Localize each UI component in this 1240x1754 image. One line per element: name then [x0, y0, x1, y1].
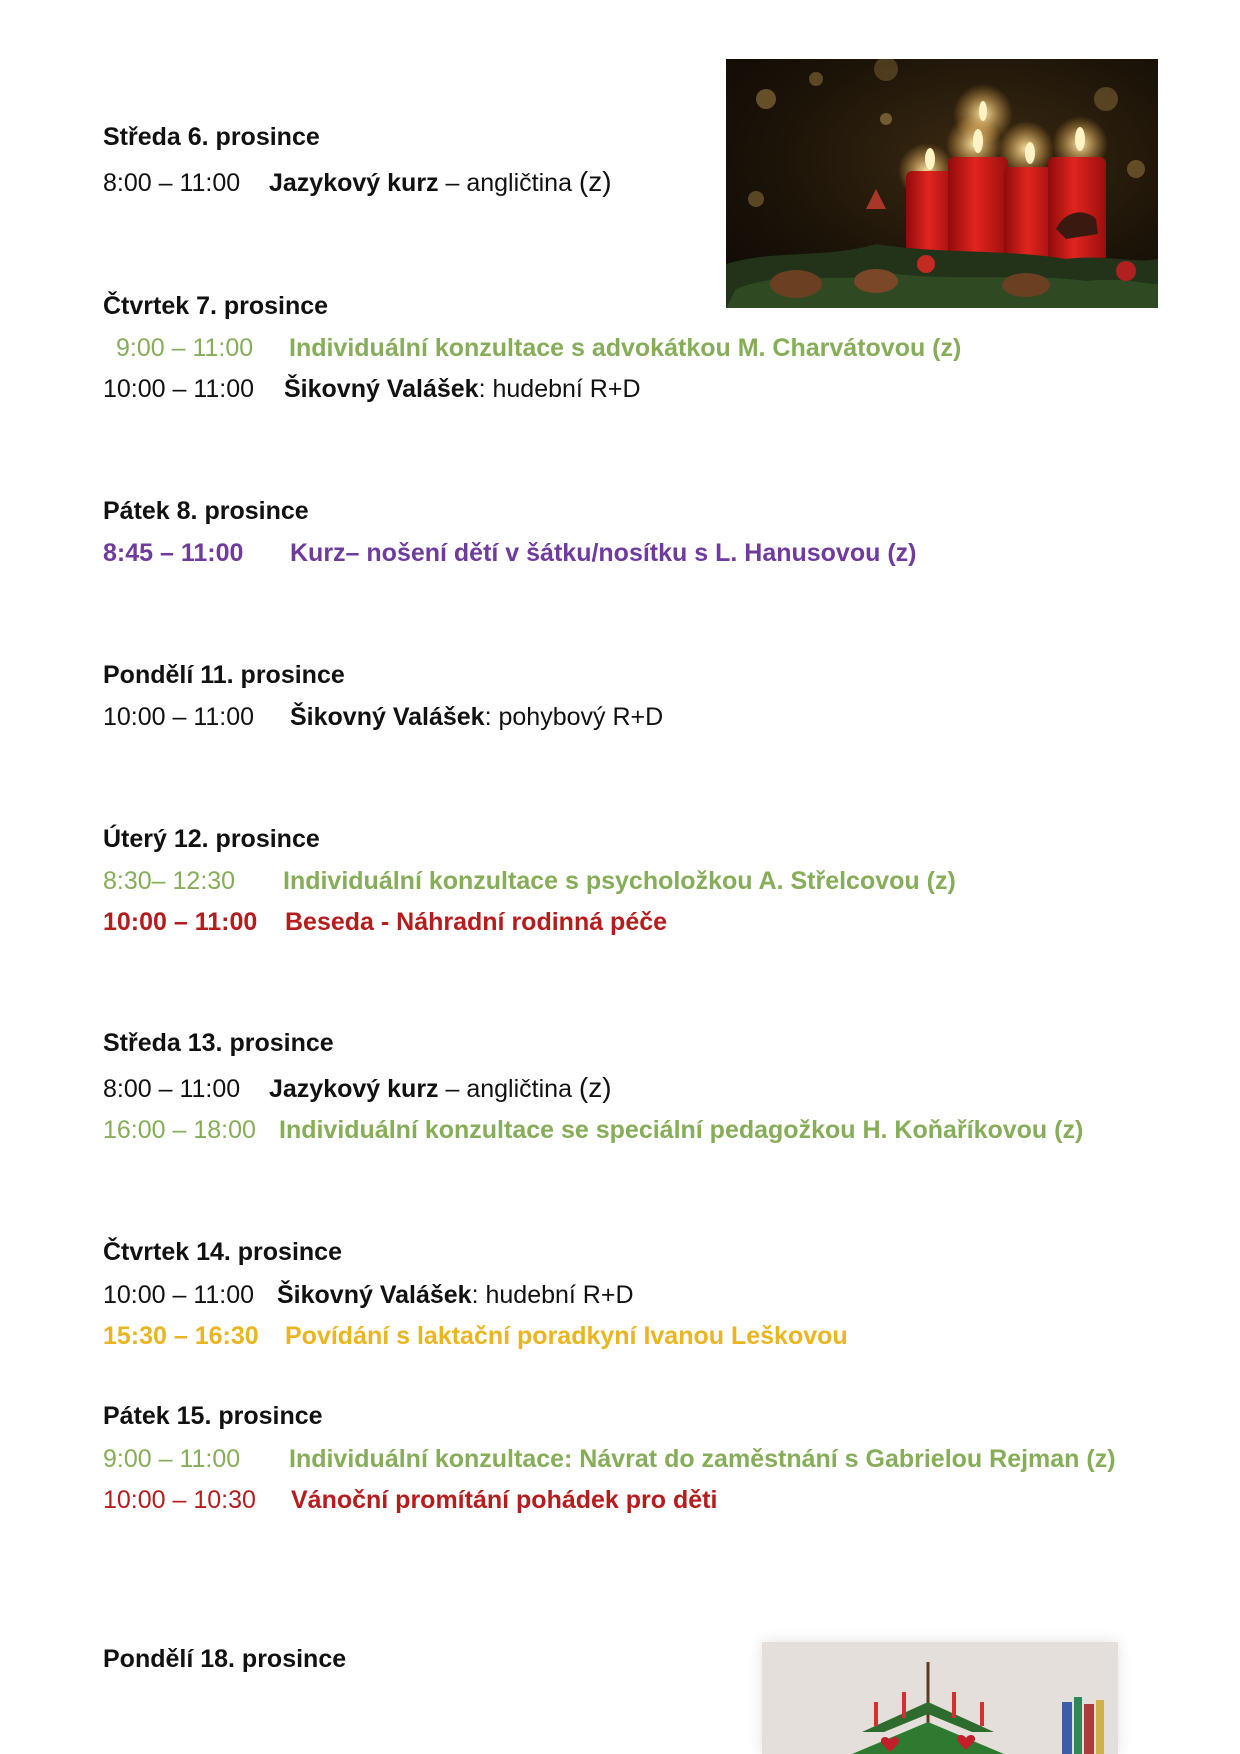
event-time: 8:00 – 11:00: [103, 169, 241, 197]
event-title: Individuální konzultace s psycholožkou A. Střelcovou (z): [283, 867, 956, 895]
day-heading: Pátek 15. prosince: [103, 1402, 323, 1430]
day-heading: Pondělí 11. prosince: [103, 661, 345, 689]
event-time: 8:30– 12:30: [103, 867, 236, 895]
day-heading: Čtvrtek 7. prosince: [103, 292, 329, 320]
event-detail: – angličtina: [438, 169, 579, 197]
event-row: [103, 1322, 848, 1351]
event-row: [103, 1072, 612, 1104]
event-time: 9:00 – 11:00: [103, 1445, 241, 1473]
event-row: [103, 867, 956, 896]
event-time: 10:00 – 11:00: [103, 375, 255, 403]
event-time: 10:00 – 10:30: [103, 1486, 256, 1514]
event-detail: : pohybový R+D: [484, 703, 664, 731]
event-row: [116, 334, 961, 363]
event-row: [103, 908, 667, 937]
day-heading: Středa 6. prosince: [103, 123, 320, 151]
day-heading: Pondělí 18. prosince: [103, 1645, 347, 1673]
event-row: [103, 166, 612, 198]
event-time: 10:00 – 11:00: [103, 1281, 255, 1309]
event-row: [103, 703, 663, 732]
event-time: 8:00 – 11:00: [103, 1075, 241, 1103]
event-mark: (z): [578, 166, 612, 197]
christmas-tree-photo: [762, 1642, 1118, 1754]
event-title: Povídání s laktační poradkyní Ivanou Leškovou: [285, 1322, 848, 1350]
event-row: [103, 1281, 634, 1310]
christmas-tree-illustration: [762, 1642, 1118, 1754]
event-time: 9:00 – 11:00: [116, 334, 254, 362]
day-heading: Úterý 12. prosince: [103, 825, 320, 853]
event-title: Individuální konzultace se speciální pedagožkou H. Koňaříkovou (z): [279, 1116, 1084, 1144]
day-heading: Středa 13. prosince: [103, 1029, 334, 1057]
event-row: [103, 1486, 717, 1515]
event-title: Vánoční promítání pohádek pro děti: [291, 1486, 718, 1514]
event-time: 15:30 – 16:30: [103, 1322, 259, 1350]
event-time: 10:00 – 11:00: [103, 908, 258, 936]
event-row: [103, 1445, 1116, 1474]
day-heading: Čtvrtek 14. prosince: [103, 1238, 342, 1266]
event-title: Jazykový kurz: [269, 1075, 439, 1103]
event-time: 8:45 – 11:00: [103, 539, 244, 567]
event-title: Individuální konzultace: Návrat do zaměstnání s Gabrielou Rejman (z): [289, 1445, 1116, 1473]
event-detail: – angličtina: [438, 1075, 579, 1103]
event-time: 16:00 – 18:00: [103, 1116, 256, 1144]
event-detail: : hudební R+D: [471, 1281, 634, 1309]
advent-candles-photo: [726, 59, 1158, 308]
event-title: Kurz– nošení dětí v šátku/nosítku s L. Hanusovou (z): [290, 539, 917, 567]
event-title: Jazykový kurz: [269, 169, 439, 197]
event-row: [103, 1116, 1083, 1145]
day-heading: Pátek 8. prosince: [103, 497, 309, 525]
event-title: Individuální konzultace s advokátkou M. Charvátovou (z): [289, 334, 962, 362]
event-title: Beseda - Náhradní rodinná péče: [285, 908, 668, 936]
advent-candles-illustration: [726, 59, 1158, 308]
event-title: Šikovný Valášek: [290, 703, 485, 731]
event-mark: (z): [578, 1072, 612, 1103]
event-detail: : hudební R+D: [478, 375, 641, 403]
event-row: [103, 375, 641, 404]
event-time: 10:00 – 11:00: [103, 703, 255, 731]
event-title: Šikovný Valášek: [284, 375, 479, 403]
event-row: [103, 539, 916, 568]
event-title: Šikovný Valášek: [277, 1281, 472, 1309]
